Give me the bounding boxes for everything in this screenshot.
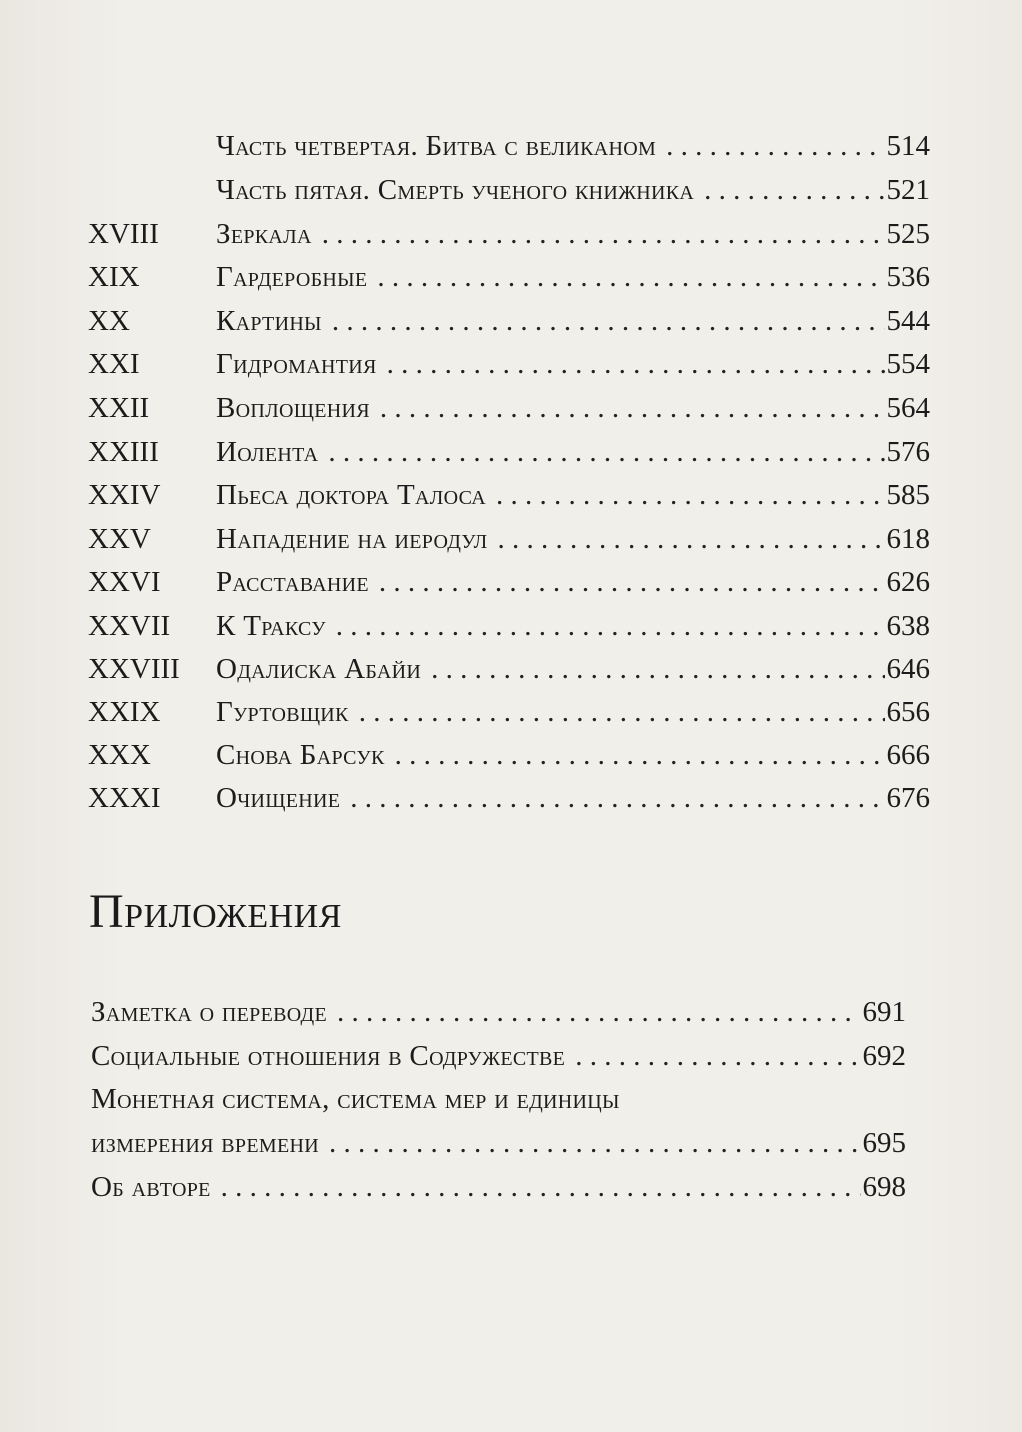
chapter-title: Часть четвертая. Битва с великаном bbox=[216, 130, 657, 162]
chapter-number: XXXI bbox=[88, 782, 161, 814]
chapter-number: XXIV bbox=[88, 479, 161, 511]
appendix-title: Социальные отношения в Содружестве bbox=[91, 1040, 566, 1072]
dot-leader bbox=[431, 647, 884, 691]
toc-entry bbox=[0, 430, 1022, 474]
dot-leader bbox=[497, 517, 884, 561]
page-number: 576 bbox=[886, 436, 930, 468]
appendix-title: Об авторе bbox=[91, 1171, 211, 1203]
chapter-number: XXV bbox=[88, 523, 151, 555]
dot-leader bbox=[666, 124, 884, 168]
page-number: 525 bbox=[886, 218, 930, 250]
page-number: 692 bbox=[862, 1040, 906, 1072]
toc-entry bbox=[0, 386, 1022, 430]
chapter-title: Очищение bbox=[216, 782, 341, 814]
dot-leader bbox=[322, 212, 885, 256]
dot-leader bbox=[377, 255, 884, 299]
appendix-title: Заметка о переводе bbox=[91, 996, 327, 1028]
appendix-entry bbox=[0, 1034, 1022, 1078]
dot-leader bbox=[329, 1121, 861, 1165]
chapter-title: Пьеса доктора Талоса bbox=[216, 479, 486, 511]
toc-entry bbox=[0, 168, 1022, 212]
chapter-title: Снова Барсук bbox=[216, 739, 385, 771]
dot-leader bbox=[496, 473, 885, 517]
page-number: 698 bbox=[862, 1171, 906, 1203]
dot-leader bbox=[379, 560, 885, 604]
toc-entry bbox=[0, 690, 1022, 734]
chapter-number: XXIX bbox=[88, 696, 161, 728]
chapter-number: XIX bbox=[88, 261, 140, 293]
toc-entry bbox=[0, 124, 1022, 168]
chapter-number: XXVIII bbox=[88, 653, 180, 685]
chapter-title: Одалиска Абайи bbox=[216, 653, 422, 685]
page-number: 514 bbox=[886, 130, 930, 162]
appendix-title-line: Монетная система, система мер и единицы bbox=[91, 1083, 620, 1115]
page-number: 646 bbox=[886, 653, 930, 685]
dot-leader bbox=[395, 733, 885, 777]
toc-entry bbox=[0, 647, 1022, 691]
page-number: 656 bbox=[886, 696, 930, 728]
dot-leader bbox=[328, 430, 884, 474]
chapter-title: Нападение на иеродул bbox=[216, 523, 488, 555]
chapter-title: Гардеробные bbox=[216, 261, 368, 293]
chapter-number: XXVI bbox=[88, 566, 161, 598]
toc-entry bbox=[0, 255, 1022, 299]
chapter-number: XXIII bbox=[88, 436, 159, 468]
chapter-title: Часть пятая. Смерть ученого книжника bbox=[216, 174, 695, 206]
page-number: 666 bbox=[886, 739, 930, 771]
chapter-number: XX bbox=[88, 305, 130, 337]
chapter-number: XXII bbox=[88, 392, 150, 424]
page-number: 626 bbox=[886, 566, 930, 598]
appendix-entry bbox=[0, 1121, 1022, 1165]
page-number: 585 bbox=[886, 479, 930, 511]
chapter-number: XVIII bbox=[88, 218, 159, 250]
page-number: 691 bbox=[862, 996, 906, 1028]
page-number: 638 bbox=[886, 610, 930, 642]
chapter-number: XXX bbox=[88, 739, 151, 771]
dot-leader bbox=[350, 776, 884, 820]
dot-leader bbox=[380, 386, 885, 430]
chapter-title: Картины bbox=[216, 305, 322, 337]
chapter-title: Гидромантия bbox=[216, 348, 377, 380]
toc-entry bbox=[0, 342, 1022, 386]
dot-leader bbox=[704, 168, 884, 212]
chapter-title: Воплощения bbox=[216, 392, 370, 424]
page-number: 676 bbox=[886, 782, 930, 814]
toc-entry bbox=[0, 212, 1022, 256]
page-number: 695 bbox=[862, 1127, 906, 1159]
dot-leader bbox=[359, 690, 885, 734]
toc-entry bbox=[0, 473, 1022, 517]
toc-entry bbox=[0, 560, 1022, 604]
page-number: 554 bbox=[886, 348, 930, 380]
chapter-title: Гуртовщик bbox=[216, 696, 349, 728]
page-number: 521 bbox=[886, 174, 930, 206]
toc-entry bbox=[0, 604, 1022, 648]
toc-entry bbox=[0, 517, 1022, 561]
toc-entry bbox=[0, 299, 1022, 343]
chapter-title: К Траксу bbox=[216, 610, 326, 642]
page-number: 564 bbox=[886, 392, 930, 424]
dot-leader bbox=[575, 1034, 860, 1078]
dot-leader bbox=[336, 604, 885, 648]
dot-leader bbox=[387, 342, 885, 386]
page-number: 544 bbox=[886, 305, 930, 337]
dot-leader bbox=[221, 1165, 861, 1209]
chapter-number: XXVII bbox=[88, 610, 171, 642]
toc-entry bbox=[0, 776, 1022, 820]
appendix-entry bbox=[0, 990, 1022, 1034]
dot-leader bbox=[337, 990, 861, 1034]
toc-entry bbox=[0, 733, 1022, 777]
chapter-title: Расставание bbox=[216, 566, 369, 598]
chapter-title: Зеркала bbox=[216, 218, 312, 250]
appendix-title: измерения времени bbox=[91, 1127, 319, 1159]
dot-leader bbox=[332, 299, 885, 343]
appendix-entry bbox=[0, 1165, 1022, 1209]
chapter-number: XXI bbox=[88, 348, 140, 380]
page-number: 536 bbox=[886, 261, 930, 293]
appendix-heading: Приложения bbox=[89, 885, 342, 938]
page-number: 618 bbox=[886, 523, 930, 555]
chapter-title: Иолента bbox=[216, 436, 319, 468]
